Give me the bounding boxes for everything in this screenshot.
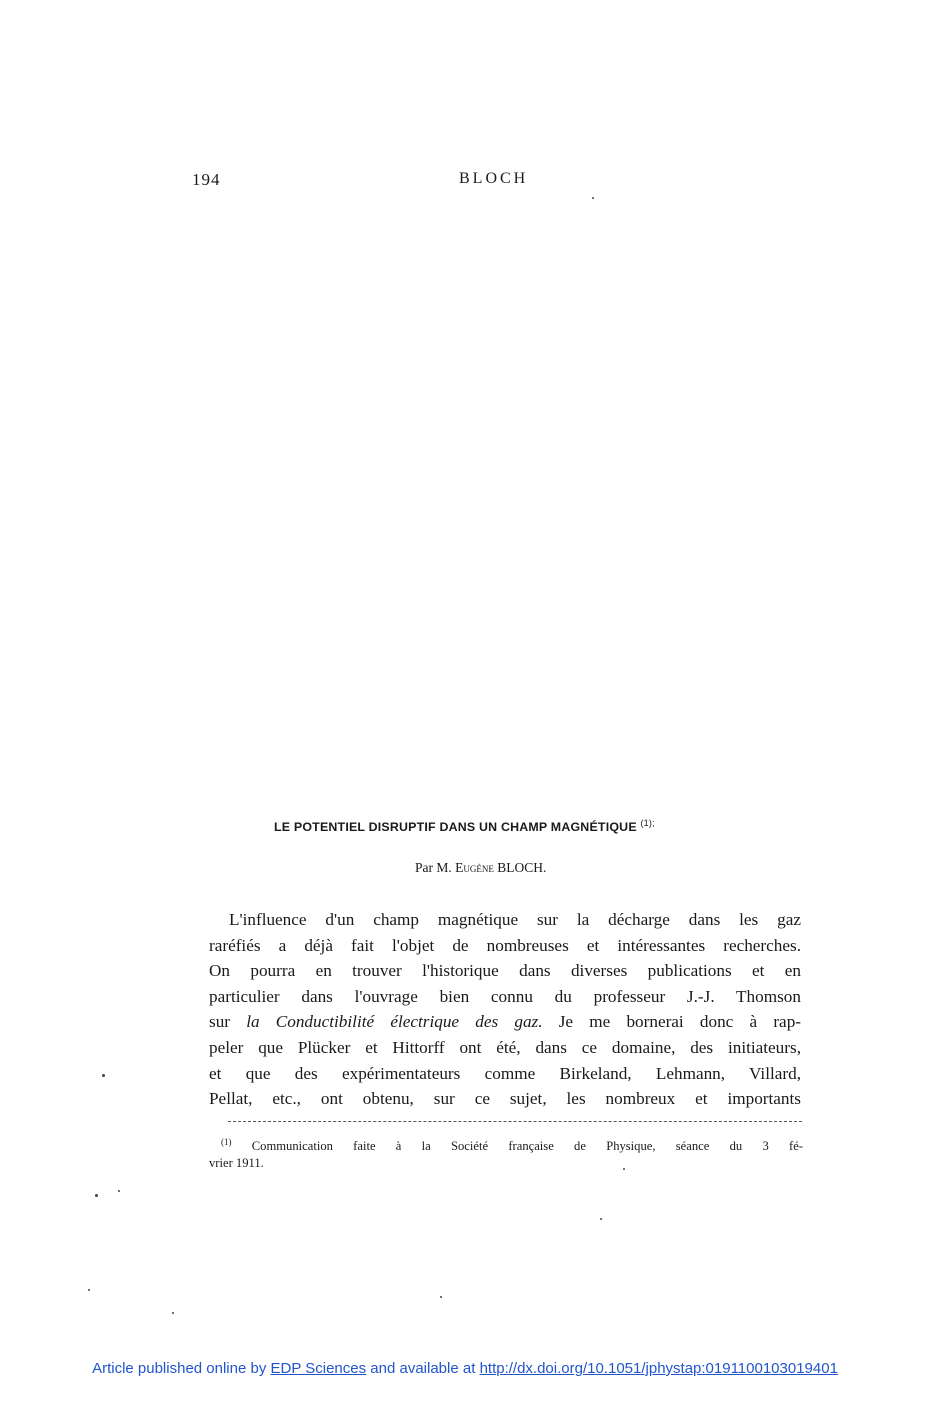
footnote-marker: (1) bbox=[221, 1137, 232, 1147]
running-head: BLOCH bbox=[459, 170, 529, 187]
author-last-name: BLOCH. bbox=[497, 860, 547, 875]
body-line: L'influence d'un champ magnétique sur la décharge dans les gaz bbox=[229, 910, 801, 929]
scan-speck bbox=[440, 1296, 442, 1298]
body-line: peler que Plücker et Hittorff ont été, dans ce domaine, des initiateurs, bbox=[209, 1037, 801, 1057]
scan-speck bbox=[118, 1190, 120, 1192]
scan-speck bbox=[172, 1312, 174, 1314]
body-line-prefix: sur bbox=[209, 1012, 231, 1032]
title-footnote-marker: (1); bbox=[640, 818, 655, 828]
book-title: la Conductibilité électrique des gaz. bbox=[246, 1012, 543, 1032]
publication-footer bbox=[0, 1360, 930, 1377]
body-line: raréfiés a déjà fait l'objet de nombreuses et intéressantes recherches. bbox=[209, 935, 801, 955]
footnote-line bbox=[209, 1134, 803, 1155]
scan-speck bbox=[600, 1218, 602, 1220]
page-number: 194 bbox=[192, 170, 221, 189]
byline bbox=[415, 860, 546, 876]
article-title bbox=[274, 818, 744, 834]
byline-prefix: Par M. bbox=[415, 860, 452, 875]
body-line: particulier dans l'ouvrage bien connu du professeur J.-J. Thomson bbox=[209, 986, 801, 1006]
body-line: et que des expérimentateurs comme Birkeland, Lehmann, Villard, bbox=[209, 1063, 801, 1083]
body-line: Pellat, etc., ont obtenu, sur ce sujet, les nombreux et importants bbox=[209, 1089, 801, 1109]
footnote-rule bbox=[228, 1121, 802, 1122]
scan-speck bbox=[592, 197, 594, 199]
scan-speck bbox=[102, 1074, 105, 1077]
scan-speck bbox=[623, 1168, 625, 1170]
footer-middle: and available at bbox=[370, 1360, 476, 1377]
scan-speck bbox=[88, 1289, 90, 1291]
footnote bbox=[209, 1134, 803, 1172]
author-first-name: Eugène bbox=[455, 860, 494, 875]
body-line-suffix: Je me bornerai donc à rap- bbox=[558, 1012, 802, 1032]
body-text bbox=[209, 907, 801, 1112]
scan-speck bbox=[95, 1194, 98, 1197]
body-line: On pourra en trouver l'historique dans diverses publications et en bbox=[209, 961, 801, 981]
doi-link[interactable]: http://dx.doi.org/10.1051/jphystap:0191100103019401 bbox=[479, 1360, 838, 1377]
footnote-text: Communication faite à la Société française de Physique, séance du 3 fé- bbox=[251, 1139, 803, 1154]
edp-sciences-link[interactable]: EDP Sciences bbox=[270, 1360, 367, 1377]
article-title-text: LE POTENTIEL DISRUPTIF DANS UN CHAMP MAGNÉTIQUE bbox=[274, 820, 637, 835]
body-line bbox=[209, 1009, 801, 1035]
footnote-line: vrier 1911. bbox=[209, 1156, 264, 1171]
footer-prefix: Article published online by bbox=[92, 1360, 267, 1377]
